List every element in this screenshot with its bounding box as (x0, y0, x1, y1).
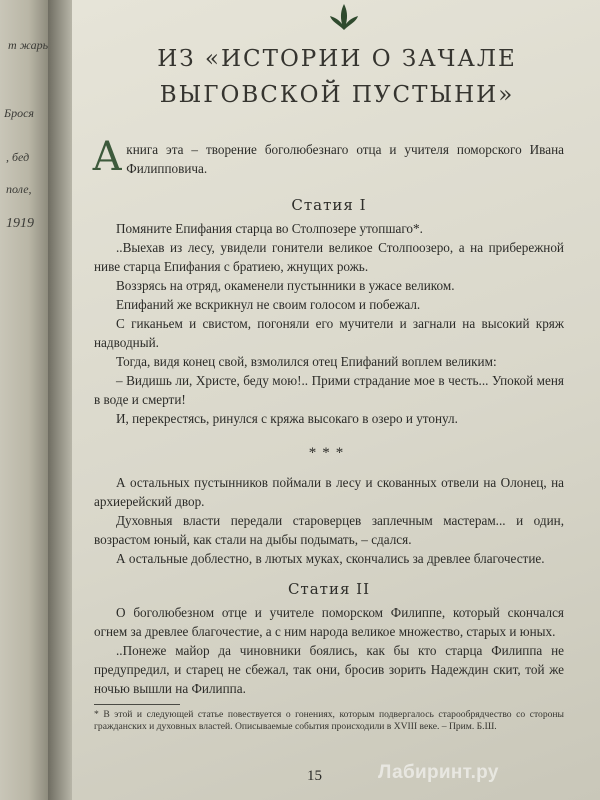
article-1-paragraph: – Видишь ли, Христе, беду мою!.. Прими страдание мое в честь... Упокой меня в воде и смерти! (94, 373, 564, 407)
footnote: * В этой и следующей статье повествуется о гонениях, которым подвергалось старообрядчество со стороны гражданских и духовных властей. Описываемые события происходили в XVIII веке. – Прим. Б.Ш. (94, 709, 564, 732)
article-2-paragraph: ..Понеже майор да чиновники боялись, как бы кто старца Филиппа не предупредил, и старец не сбежал, так они, бросив зорить Надеждин скит, той же ночью вышли на Филиппа. (94, 643, 564, 696)
article-2-heading: Статия II (287, 580, 371, 598)
book-gutter (48, 0, 72, 800)
flower-ornament-icon (324, 2, 364, 32)
drop-cap: А (92, 134, 123, 180)
left-page-fragment: Брося (4, 106, 34, 120)
article-1-paragraph: С гиканьем и свистом, погоняли его мучители и загнали на высокий кряж надводный. (94, 316, 564, 350)
left-page-fragment: , бед (6, 150, 30, 164)
article-1-heading: Статия I (291, 196, 367, 214)
left-page-fragment: т жарь (8, 38, 48, 52)
left-page-fragment: поле, (6, 182, 32, 196)
page-body (92, 134, 564, 733)
article-1-paragraph: Помяните Епифания старца во Столпозере утопшаго*. (116, 221, 423, 236)
left-page-fragment: 1919 (6, 216, 34, 231)
article-1-paragraph: Епифаний же вскрикнул не своим голосом и побежал. (116, 297, 421, 312)
article-1-paragraph: ..Выехав из лесу, увидели гонители великое Столпоозеро, а на прибережной ниве старца Епифания с братиею, жнущих рожь. (94, 240, 564, 274)
intro-text: книга эта – творение боголюбезнаго отца и учителя поморского Ивана Филипповича. (126, 142, 564, 176)
article-2-paragraph: О боголюбезном отце и учителе поморском Филиппе, который скончался огнем за древлее благочестие, а с ним народа великое множество, старых и юных. (94, 605, 564, 639)
article-1b-paragraph: Духовныя власти передали староверцев заплечным мастерам... и один, возрастом юный, как стали на дыбы подымать, – сдался. (94, 513, 564, 547)
article-1b-paragraph: А остальные доблестно, в лютых муках, скончались за древлее благочестие. (116, 551, 545, 566)
book-page (72, 0, 600, 800)
page-title-line-2: ВЫГОВСКОЙ ПУСТЫНИ» (159, 82, 515, 108)
article-1-paragraph: И, перекрестясь, ринулся с кряжа высокаго в озеро и утонул. (116, 411, 458, 426)
article-1-paragraph: Тогда, видя конец свой, взмолился отец Епифаний воплем великим: (116, 354, 497, 369)
page-number: 15 (307, 768, 322, 784)
intro-paragraph (92, 134, 564, 180)
left-page-edge (0, 0, 48, 800)
article-1-paragraph: Воззрясь на отряд, окаменели пустынники в ужасе великом. (116, 278, 455, 293)
section-separator: *** (308, 445, 350, 461)
article-1b-paragraph: А остальных пустынников поймали в лесу и скованных отвели на Олонец, на архиерейский двор. (94, 475, 564, 509)
watermark-logo: Лабиринт.ру (378, 762, 499, 783)
page-title-line-1: ИЗ «ИСТОРИИ О ЗАЧАЛЕ (157, 46, 517, 72)
footnote-rule (94, 704, 180, 705)
